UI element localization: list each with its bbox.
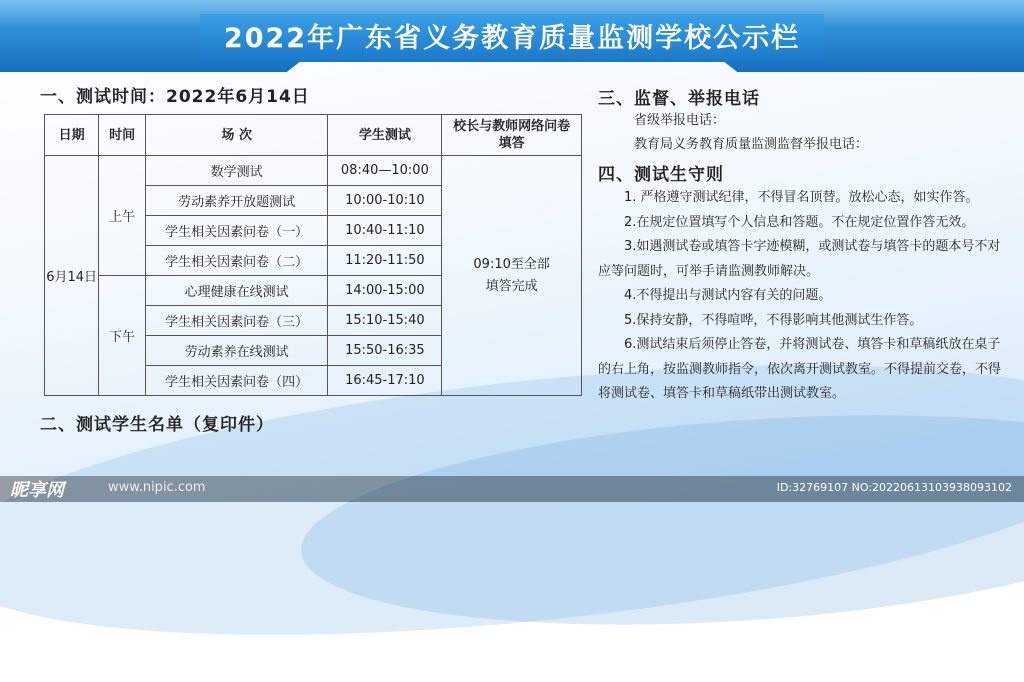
time-cell: 11:20-11:50 [328, 246, 442, 276]
rule-item: 2.在规定位置填写个人信息和答题。不在规定位置作答无效。 [624, 214, 975, 230]
header-student-test: 学生测试 [328, 115, 442, 156]
session-cell: 学生相关因素问卷（一） [145, 216, 328, 246]
session-cell: 学生相关因素问卷（三） [145, 306, 328, 336]
rule-item: 6.测试结束后须停止答卷，并将测试卷、填答卡和草稿纸放在桌子的右上角，按监测教师指令，依次离开测试教室。不得提前交卷，不得将测试卷、填答卡和草稿纸带出测试教室。 [598, 337, 1002, 401]
page-title: 2022年广东省义务教育质量监测学校公示栏 [223, 23, 801, 54]
session-cell: 劳动素养开放题测试 [145, 186, 328, 216]
section-rules: 四、测试生守则 [598, 165, 724, 185]
schedule-table [44, 114, 582, 396]
section-report-phone: 三、监督、举报电话 [598, 89, 760, 109]
session-cell: 心理健康在线测试 [145, 276, 328, 306]
watermark-logo: 昵享网 [10, 480, 64, 501]
time-cell: 10:00-10:10 [328, 186, 442, 216]
date-cell: 6月14日 [45, 156, 99, 396]
bureau-phone-label: 教育局义务教育质量监测监督举报电话： [634, 137, 869, 152]
section-test-time: 一、测试时间：2022年6月14日 [40, 87, 310, 107]
time-cell: 16:45-17:10 [328, 366, 442, 396]
survey-note-cell: 09:10至全部填答完成 [442, 156, 582, 396]
watermark-url: www.nipic.com [108, 480, 206, 495]
rule-item: 5.保持安静，不得喧哗，不得影响其他测试生作答。 [624, 312, 923, 328]
rule-item: 3.如遇测试卷或填答卡字迹模糊，或测试卷与填答卡的题本号不对应等问题时，可举手请监测教师解决。 [598, 239, 1001, 279]
time-cell: 15:10-15:40 [328, 306, 442, 336]
session-cell: 学生相关因素问卷（四） [145, 366, 328, 396]
table-header-row [45, 115, 582, 156]
header-time: 时间 [99, 115, 146, 156]
time-cell: 15:50-16:35 [328, 336, 442, 366]
provincial-phone-label: 省级举报电话： [634, 113, 726, 128]
am-cell: 上午 [99, 156, 146, 276]
time-cell: 08:40—10:00 [328, 156, 442, 186]
header-session: 场 次 [145, 115, 328, 156]
session-cell: 学生相关因素问卷（二） [145, 246, 328, 276]
header-teacher-survey: 校长与教师网络问卷填答 [442, 115, 582, 156]
time-cell: 14:00-15:00 [328, 276, 442, 306]
section-student-list: 二、测试学生名单（复印件） [40, 415, 274, 435]
time-cell: 10:40-11:10 [328, 216, 442, 246]
rule-item: 4.不得提出与测试内容有关的问题。 [624, 288, 832, 303]
rules-list [598, 186, 1002, 407]
header-date: 日期 [45, 115, 99, 156]
table-row [45, 156, 582, 186]
session-cell: 劳动素养在线测试 [145, 336, 328, 366]
watermark-ids: ID:32769107 NO:20220613103938093102 [776, 481, 1012, 494]
rule-item: 1. 严格遵守测试纪律，不得冒名顶替。放松心态，如实作答。 [624, 190, 979, 205]
pm-cell: 下午 [99, 276, 146, 396]
session-cell: 数学测试 [145, 156, 328, 186]
